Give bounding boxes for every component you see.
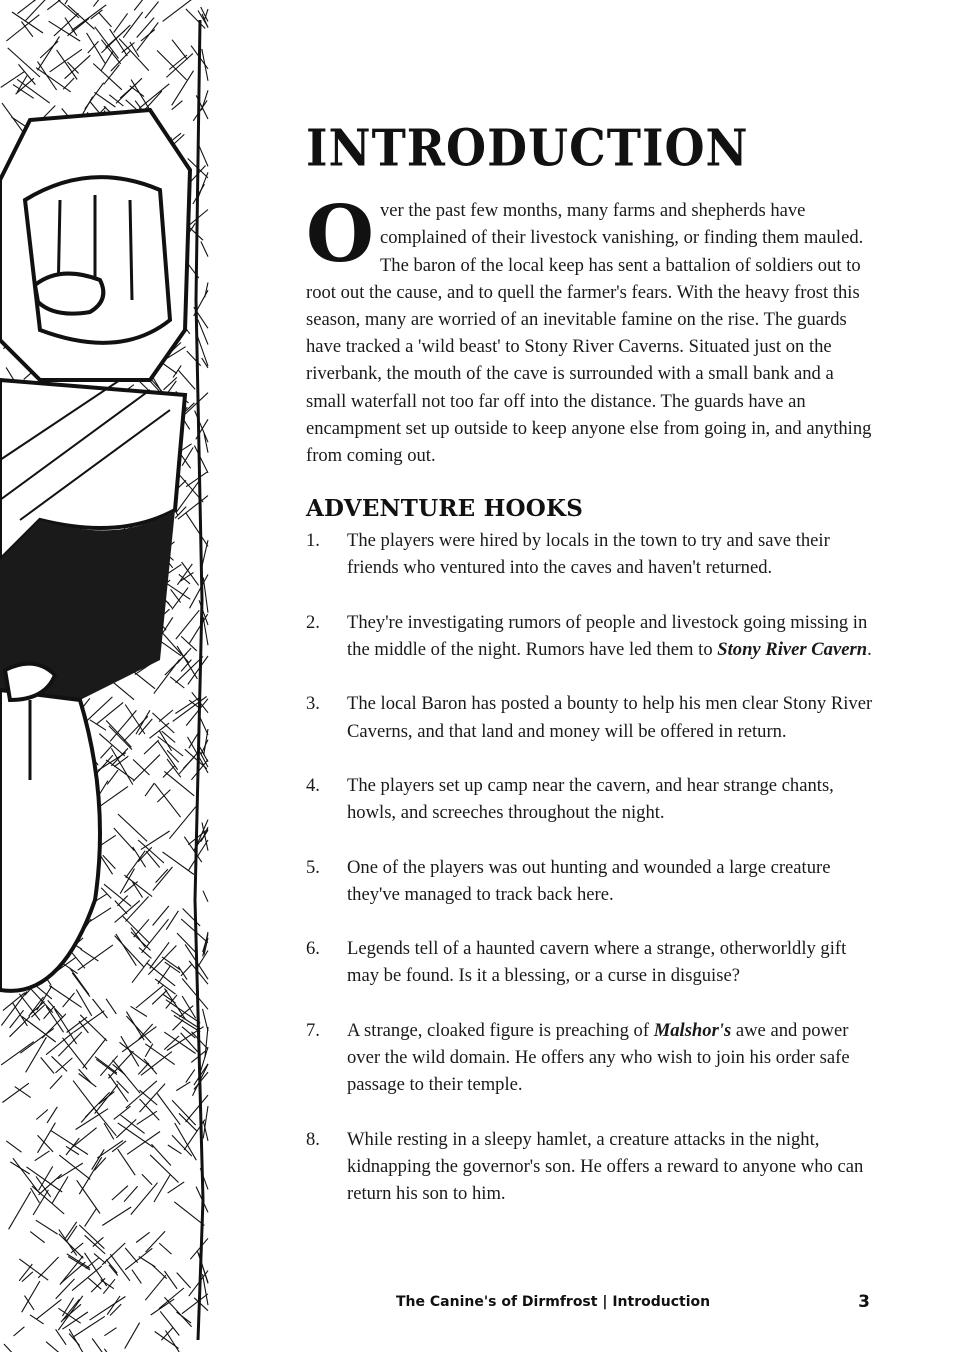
- list-number: 1.: [306, 530, 320, 552]
- list-item: [306, 527, 876, 581]
- list-number: 8.: [306, 1128, 320, 1150]
- emphasized-place-name: Stony River Cavern: [717, 639, 868, 661]
- list-item: [306, 1017, 876, 1099]
- list-number: 6.: [306, 938, 320, 960]
- list-text: The local Baron has posted a bounty to help his men clear Stony River Caverns, and that land and money will be offered in return.: [347, 693, 873, 742]
- figure-thumb: [35, 274, 103, 314]
- list-text: The players set up camp near the cavern, and hear strange chants, howls, and screeches throughout the night.: [347, 775, 834, 824]
- page-number: 3: [858, 1292, 870, 1312]
- list-text: Legends tell of a haunted cavern where a strange, otherworldly gift may be found. Is it a blessing, or a curse in disguise?: [347, 938, 847, 987]
- figure-fist: [25, 177, 170, 343]
- figure-leg: [0, 690, 100, 991]
- adventure-hooks-heading: ADVENTURE HOOKS: [306, 495, 584, 523]
- intro-text: ver the past few months, many farms and shepherds have complained of their livestock vanishing, or finding them mauled. The baron of the local keep has sent a battalion of soldiers out to root out the cause, and to quell the farmer's fears. With the heavy frost this season, many are worried of an inevitable famine on the rise. The guards have tracked a 'wild beast' to Stony River Caverns. Situated just on the riverbank, the mouth of the cave is surrounded with a small bank and a small waterfall not too far off into the distance. The guards have an encampment set up outside to keep anyone else from going in, and anything from coming out.: [306, 200, 872, 467]
- intro-paragraph: [306, 189, 876, 469]
- list-item: [306, 935, 876, 989]
- side-illustration: [0, 0, 210, 1352]
- list-text: [347, 1017, 876, 1099]
- page-footer: [396, 1292, 876, 1314]
- list-number: 3.: [306, 693, 320, 715]
- page-title: INTRODUCTION: [306, 118, 749, 178]
- list-text-part: They're investigating rumors of people and livestock going missing in the middle of the night. Rumors have led them to: [347, 611, 868, 661]
- list-item: [306, 609, 876, 663]
- list-text-part: A strange, cloaked figure is preaching of: [347, 1019, 654, 1041]
- emphasized-deity-name: Malshor's: [653, 1019, 732, 1041]
- list-number: 4.: [306, 775, 320, 796]
- list-number: 5.: [306, 856, 320, 878]
- list-number: 2.: [306, 611, 320, 633]
- list-text: [347, 609, 876, 663]
- list-item: [306, 1126, 876, 1208]
- list-text: While resting in a sleepy hamlet, a creature attacks in the night, kidnapping the governor's son. He offers a reward to anyone who can return his son to him.: [347, 1128, 864, 1204]
- main-content: [306, 118, 876, 1234]
- list-item: [306, 854, 876, 908]
- list-number: 7.: [306, 1019, 320, 1041]
- list-text-part: awe and power over the wild domain. He offers any who wish to join his order safe passage to their temple.: [347, 1019, 850, 1096]
- adventure-hooks-list: [306, 527, 876, 1207]
- list-text-part: .: [867, 639, 872, 661]
- drop-cap: O: [306, 189, 374, 281]
- list-item: [306, 690, 876, 744]
- list-text: The players were hired by locals in the town to try and save their friends who ventured into the caves and haven't returned.: [347, 530, 830, 579]
- list-item: [306, 772, 876, 826]
- footer-title: The Canine's of Dirmfrost | Introduction: [396, 1294, 711, 1310]
- list-text: One of the players was out hunting and wounded a large creature they've managed to track back here.: [347, 856, 831, 905]
